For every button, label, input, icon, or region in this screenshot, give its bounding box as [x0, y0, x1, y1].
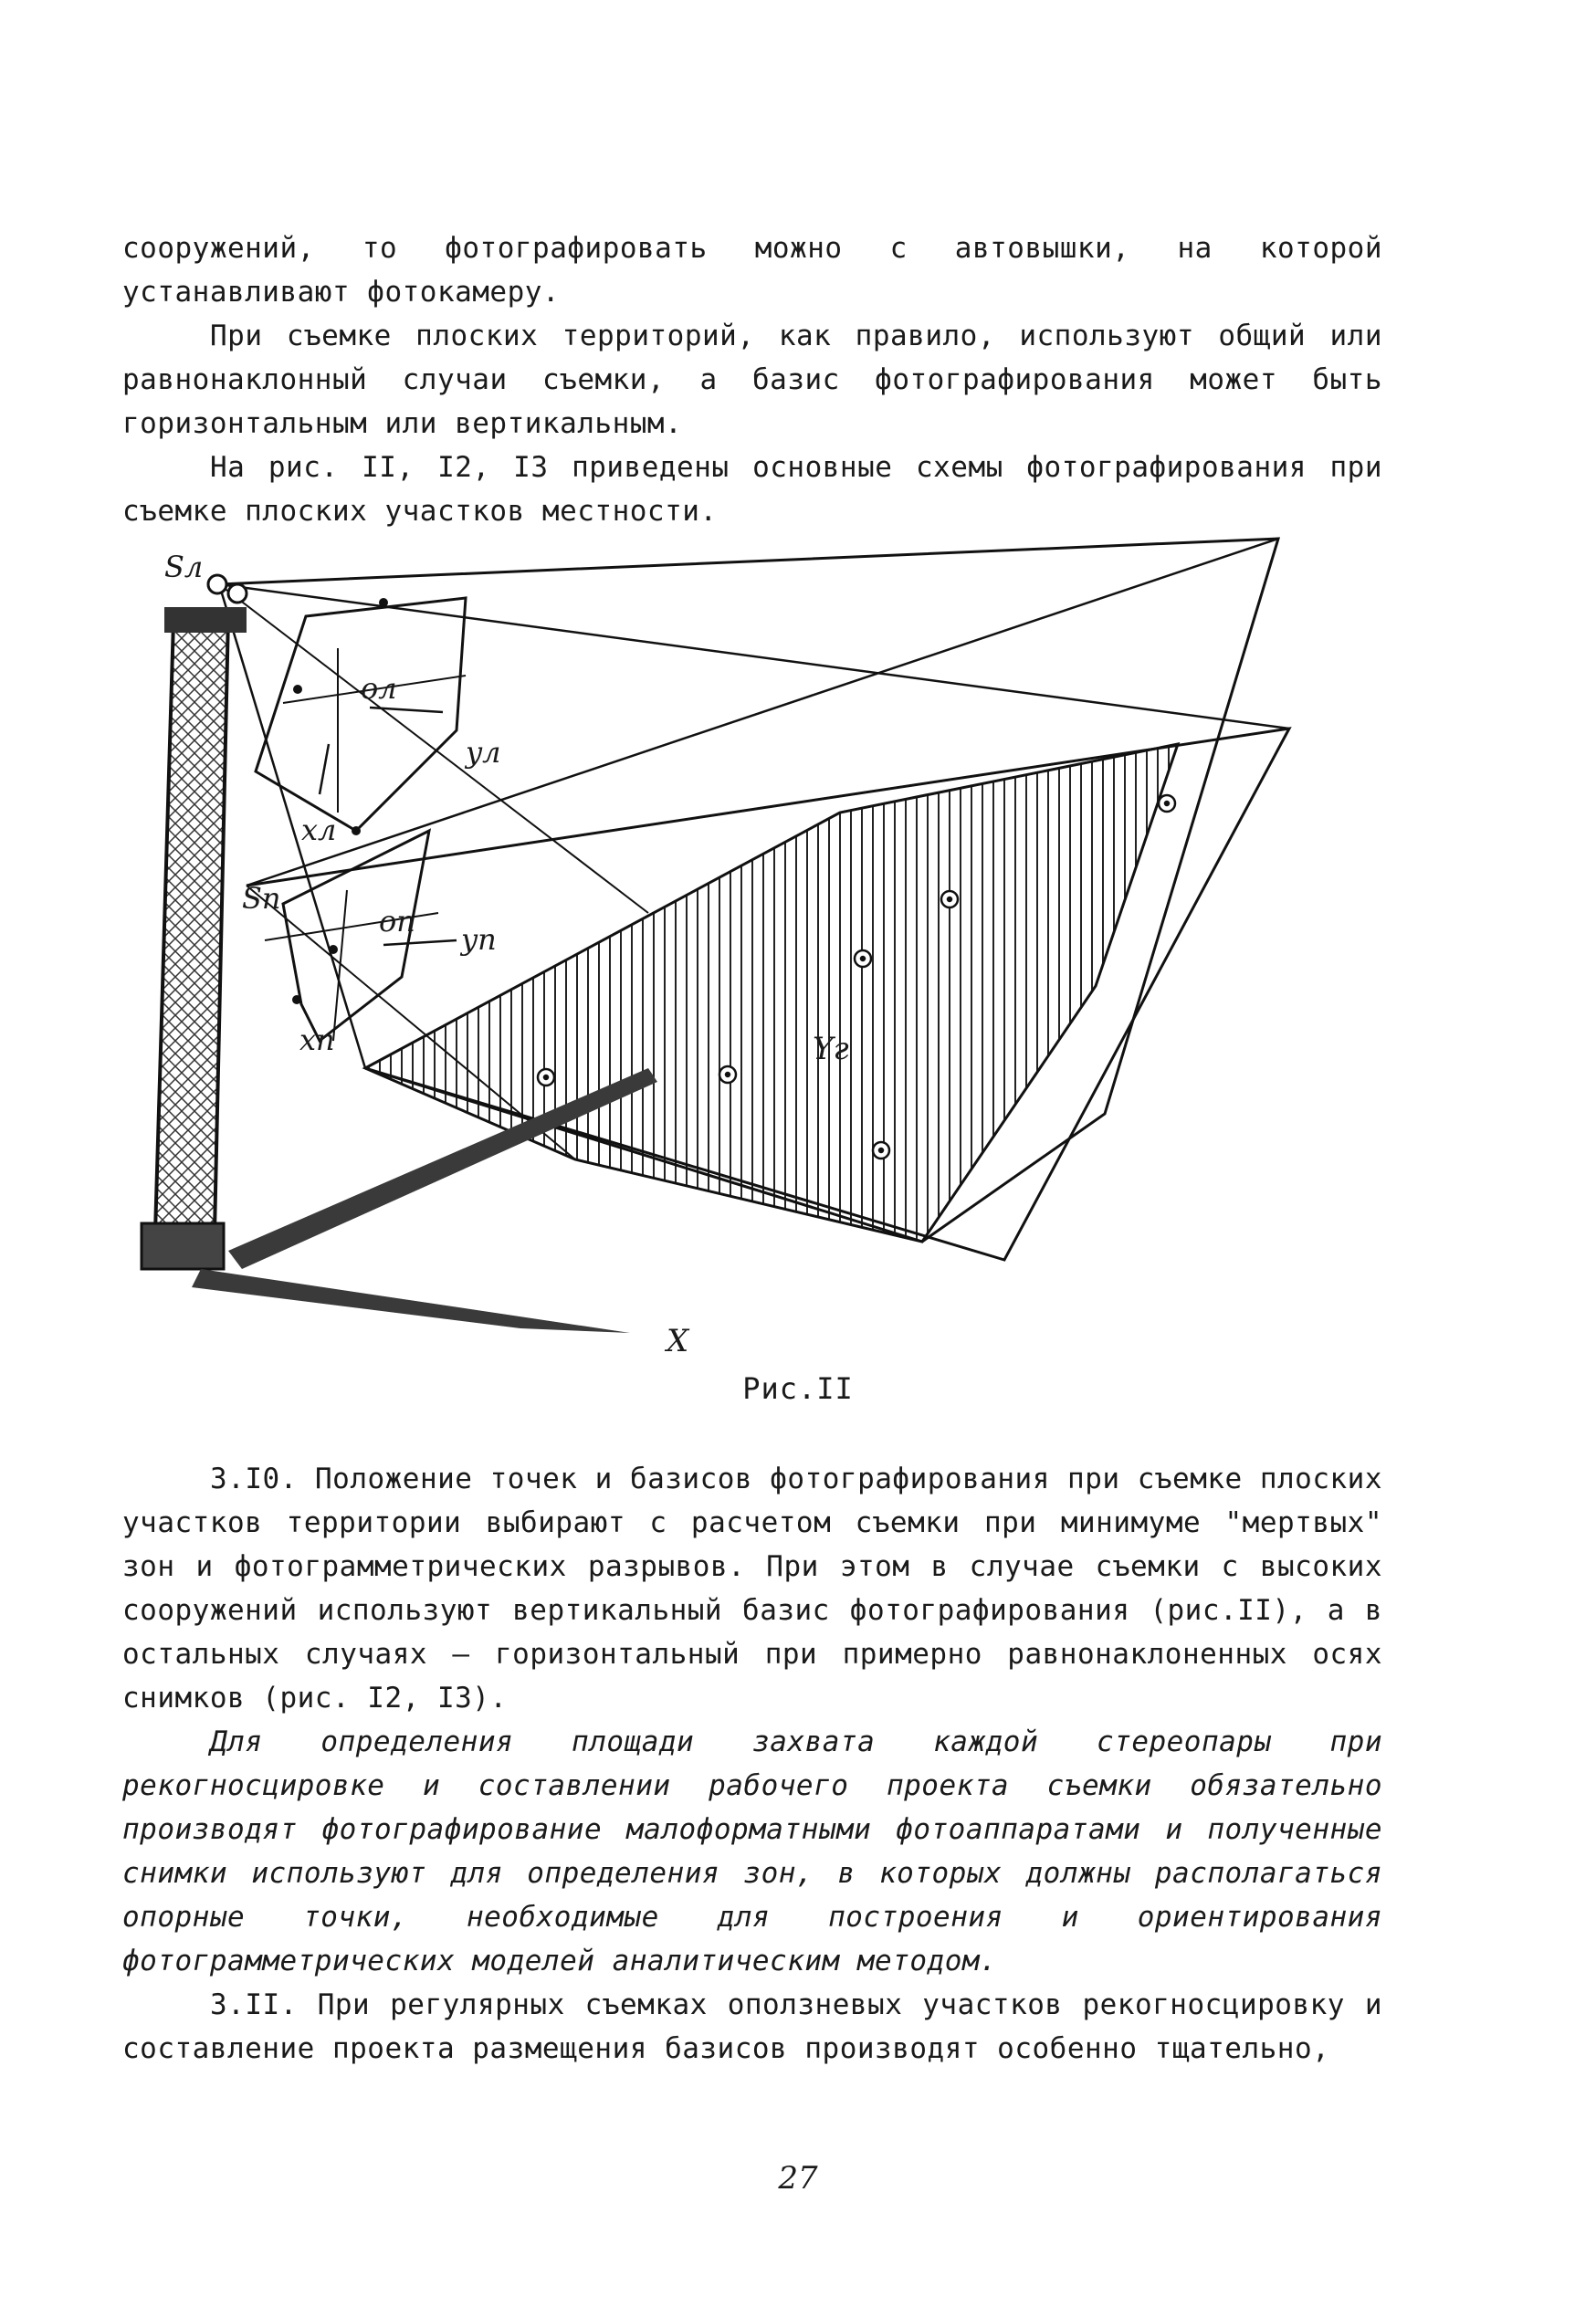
image-plane-top: [256, 598, 466, 831]
figure-caption: Рис.II: [742, 1371, 854, 1406]
paragraph: 3.I0. Положение точек и базисов фотографирования при съемке плоских участков территории выбирают с расчетом съемки при минимуме "мертвых" зон и фотограмметрических разрывов. При этом в случае съемки с высоких сооружений используют вертикальный базис фотографирования (рис.II), а в остальных случаях – горизонтальный при примерно равнонаклоненных осях снимков (рис. I2, I3).: [122, 1463, 1382, 1715]
label-o-top: oл: [361, 671, 397, 706]
label-y-top: yл: [466, 735, 501, 770]
paragraph: 3.II. При регулярных съемках оползневых участков рекогносцировку и составление проекта размещения базисов производят особенно тщательно,: [122, 1988, 1382, 2065]
page-number: 27: [778, 2160, 818, 2197]
bottom-text-section: [122, 1457, 1382, 2071]
label-x-top: xл: [301, 813, 337, 847]
paragraph: На рис. II, I2, I3 приведены основные схемы фотографирования при съемке плоских участков местности.: [122, 451, 1382, 528]
label-x-ground: X: [667, 1323, 689, 1359]
hatched-area: [365, 744, 1178, 1242]
ground-axis-x: [192, 1269, 630, 1333]
paragraph: Для определения площади захвата каждой стереопары при рекогносцировке и составлении рабочего проекта съемки обязательно производят фотографирование малоформатными фотоаппаратами и полученные снимки используют для определения зон, в которых должны располагаться опорные точки, необходимые для построения и ориентирования фотограмметрических моделей аналитическим методом.: [122, 1725, 1382, 1977]
paragraph: При съемке плоских территорий, как правило, используют общий или равнонаклонный случаи съемки, а базис фотографирования может быть горизонтальным или вертикальным.: [122, 320, 1382, 440]
figure-drawing: [137, 530, 1324, 1369]
label-o-mid: oп: [379, 904, 415, 939]
label-s-top: Sл: [164, 550, 204, 584]
tower: [142, 575, 247, 1269]
label-s-mid: Sп: [242, 881, 281, 916]
label-y-mid: yп: [461, 922, 497, 957]
label-y-ground: Yг: [813, 1031, 849, 1067]
paragraph: сооружений, то фотографировать можно с автовышки, на которой устанавливают фотокамеру.: [122, 232, 1382, 309]
figure-photography-scheme: [137, 530, 1324, 1369]
top-text-section: [122, 226, 1382, 533]
label-x-mid: xп: [299, 1023, 335, 1057]
